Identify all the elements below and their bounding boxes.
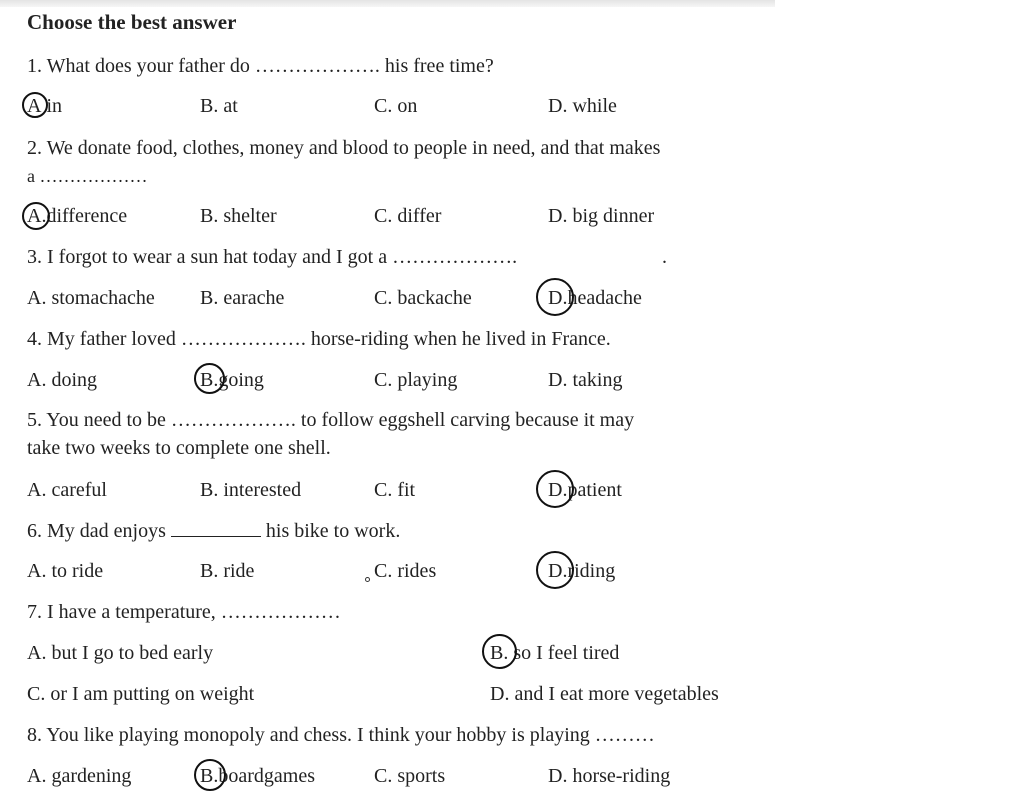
question-6-text: 6. My dad enjoys his bike to work. bbox=[27, 520, 401, 542]
question-7-text: 7. I have a temperature, ……………… bbox=[27, 601, 341, 623]
q7-option-c[interactable]: C. or I am putting on weight bbox=[27, 683, 255, 705]
q1-option-c[interactable]: C. on bbox=[374, 95, 418, 117]
q4-option-d[interactable]: D. taking bbox=[548, 369, 623, 391]
top-edge-bar bbox=[0, 0, 775, 7]
question-1-text: 1. What does your father do ………………. his free time? bbox=[27, 55, 494, 77]
question-2-text-line2: a ……………… bbox=[27, 166, 148, 186]
answer-circle bbox=[194, 759, 226, 791]
q2-option-c[interactable]: C. differ bbox=[374, 205, 442, 227]
q3-option-d[interactable]: D. headache bbox=[548, 284, 642, 312]
q7-option-a[interactable]: A. but I go to bed early bbox=[27, 642, 214, 664]
q7-option-b[interactable]: B. so I feel tired bbox=[490, 639, 619, 667]
q6-option-d[interactable]: D. riding bbox=[548, 557, 615, 585]
answer-circle bbox=[194, 363, 225, 394]
q8-option-b[interactable]: B. boardgames bbox=[200, 762, 315, 790]
q7-option-d[interactable]: D. and I eat more vegetables bbox=[490, 683, 719, 705]
page-title: Choose the best answer bbox=[27, 10, 237, 34]
q8-option-d[interactable]: D. horse-riding bbox=[548, 765, 671, 787]
q6-option-a[interactable]: A. to ride bbox=[27, 560, 104, 582]
question-3-text: 3. I forgot to wear a sun hat today and I got a ………………. bbox=[27, 246, 518, 268]
answer-circle bbox=[536, 470, 574, 508]
q2-option-b[interactable]: B. shelter bbox=[200, 205, 277, 227]
q5-option-b[interactable]: B. interested bbox=[200, 479, 302, 501]
q2-option-a[interactable]: A. difference bbox=[27, 202, 127, 230]
question-5-text: 5. You need to be ………………. to follow eggshell carving because it may bbox=[27, 409, 635, 431]
question-2-text: 2. We donate food, clothes, money and blood to people in need, and that makes bbox=[27, 137, 661, 159]
q3-option-c[interactable]: C. backache bbox=[374, 287, 472, 309]
question-4-text: 4. My father loved ………………. horse-riding when he lived in France. bbox=[27, 328, 611, 350]
answer-blank-line bbox=[171, 518, 261, 537]
q8-option-a[interactable]: A. gardening bbox=[27, 765, 132, 787]
q4-option-a[interactable]: A. doing bbox=[27, 369, 98, 391]
q3-option-a[interactable]: A. stomachache bbox=[27, 287, 155, 309]
q1-option-d[interactable]: D. while bbox=[548, 95, 617, 117]
q6-option-c[interactable]: C. rides bbox=[374, 560, 437, 582]
q1-option-a[interactable]: A in bbox=[27, 92, 62, 120]
q6-option-b[interactable]: B. ride bbox=[200, 560, 255, 582]
question-8-text: 8. You like playing monopoly and chess. I think your hobby is playing ……… bbox=[27, 724, 655, 746]
q5-option-d[interactable]: D. patient bbox=[548, 476, 622, 504]
q1-option-b[interactable]: B. at bbox=[200, 95, 238, 117]
q4-option-c[interactable]: C. playing bbox=[374, 369, 458, 391]
answer-circle bbox=[536, 551, 574, 589]
q2-option-d[interactable]: D. big dinner bbox=[548, 205, 655, 227]
q5-option-c[interactable]: C. fit bbox=[374, 479, 416, 501]
q3-option-b[interactable]: B. earache bbox=[200, 287, 285, 309]
question-3-stray-period: . bbox=[662, 246, 667, 268]
answer-circle bbox=[482, 634, 517, 669]
q5-option-a[interactable]: A. careful bbox=[27, 479, 107, 501]
question-5-text-line2: take two weeks to complete one shell. bbox=[27, 437, 331, 459]
q4-option-b[interactable]: B. going bbox=[200, 366, 264, 394]
answer-circle bbox=[22, 202, 50, 230]
stray-dot-mark bbox=[365, 577, 370, 582]
q8-option-c[interactable]: C. sports bbox=[374, 765, 446, 787]
answer-circle bbox=[536, 278, 574, 316]
answer-circle bbox=[22, 92, 48, 118]
